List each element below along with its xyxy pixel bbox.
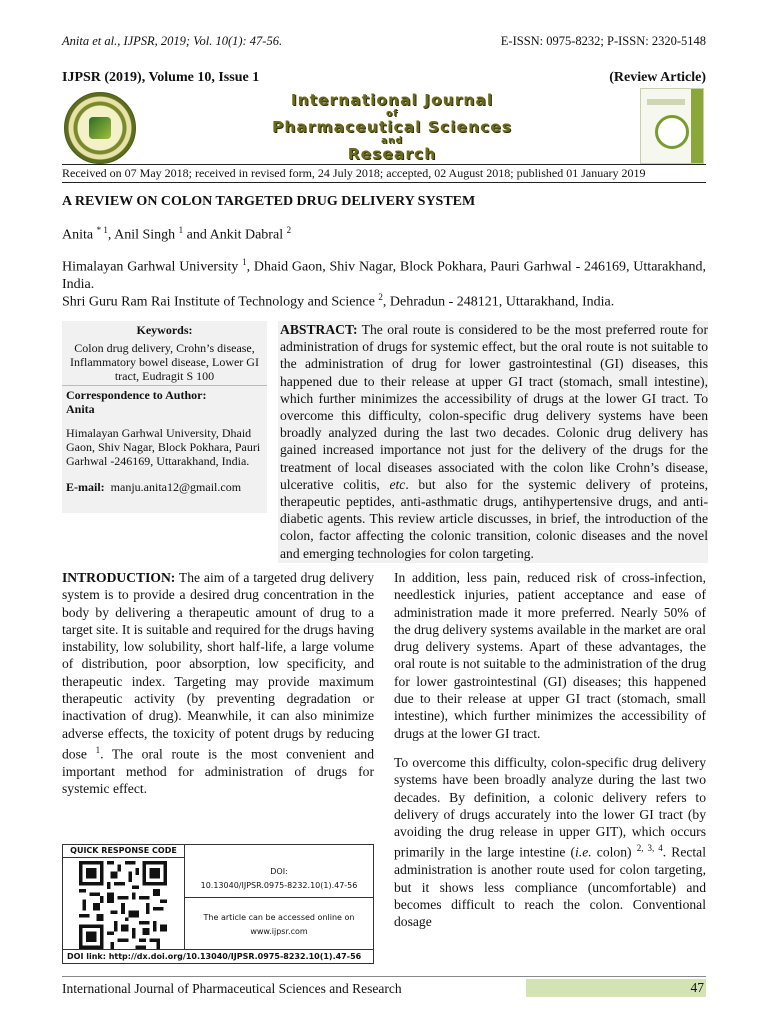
qr-code-icon[interactable] bbox=[77, 861, 169, 949]
journal-banner-title: International Journal of Pharmaceutical Sciences and Research bbox=[271, 91, 513, 163]
keywords-sidebar bbox=[62, 321, 267, 513]
journal-issue: IJPSR (2019), Volume 10, Issue 1 bbox=[62, 70, 260, 85]
journal-seal-logo bbox=[64, 92, 136, 164]
quick-response-box bbox=[62, 844, 374, 964]
website-link[interactable]: www.ijpsr.com bbox=[250, 927, 308, 936]
column-right bbox=[394, 569, 706, 942]
keywords-list: Colon drug delivery, Crohn’s disease, Inflammatory bowel disease, Lower GI tract, Eudragit S 100 bbox=[70, 341, 259, 383]
correspondence-email: E-mail: manju.anita12@gmail.com bbox=[66, 480, 242, 494]
journal-cover-thumbnail bbox=[640, 88, 704, 164]
author-list: Anita $^{* 1}$, Anil Singh $^1$ and Ankit Dabral $^2$ bbox=[62, 225, 292, 243]
correspondence-address: Himalayan Garhwal University, Dhaid Gaon, Shiv Nagar, Block Pokhara, Pauri Garhwal -246169, Uttarakhand, India. bbox=[66, 426, 261, 468]
affiliation-2: Shri Guru Ram Rai Institute of Technology and Science $^2$, Dehradun - 248121, Uttarakhand, India. bbox=[62, 292, 615, 310]
correspondence-name: Anita bbox=[66, 402, 95, 416]
header-rule bbox=[62, 164, 706, 165]
doi-value[interactable]: 10.13040/IJPSR.0975-8232.10(1).47-56 bbox=[200, 881, 358, 890]
page-number: 47 bbox=[526, 979, 706, 997]
affiliation-1: Himalayan Garhwal University $^1$, Dhaid Gaon, Shiv Nagar, Block Pokhara, Pauri Garhwal - 246169, Uttarakhand, India. bbox=[62, 257, 707, 292]
correspondence-heading: Correspondence to Author: bbox=[62, 385, 267, 402]
access-block: The article can be accessed online on www.ijpsr.com bbox=[185, 911, 373, 939]
intro-paragraph-2: In addition, less pain, reduced risk of cross-infection, needlestick injuries, patient acceptance and ease of administration made it more preferred. Nearly 50% of the drug delivery systems available in the market are oral drug delivery systems. Apart of these advantages, the oral route is not suitable to the administration of the drug for lower gastrointestinal (GI) diseases; this happened due to their release at upper GI tract (stomach, small intestine), which further minimizes the accessibility of drugs at the lower GI tract. bbox=[394, 570, 706, 741]
received-rule bbox=[62, 182, 706, 183]
intro-paragraph-1: INTRODUCTION: The aim of a targeted drug delivery system is to provide a desired drug concentration in the body by delivering a therapeutic amount of drug to a target site. It is suitable and required for the drugs having instability, low solubility, short half-life, a large volume of distribution, poor absorption, low specificity, and therapeutic index. Targeting may provide maximum therapeutic activity (by preventing degradation or inactivation of drug). Meanwhile, it can also minimize adverse effects, the toxicity of potent drugs by reducing dose $^1$. The oral route is the most convenient and important method for administration of drugs for systemic effect. bbox=[62, 570, 374, 797]
qr-heading: QUICK RESPONSE CODE bbox=[63, 845, 185, 858]
article-title: A REVIEW ON COLON TARGETED DRUG DELIVERY SYSTEM bbox=[62, 194, 476, 209]
issn-line: E-ISSN: 0975-8232; P-ISSN: 2320-5148 bbox=[500, 34, 706, 48]
intro-heading: INTRODUCTION: bbox=[62, 570, 176, 585]
email-link[interactable]: manju.anita12@gmail.com bbox=[110, 480, 242, 494]
article-type: (Review Article) bbox=[609, 70, 706, 85]
intro-paragraph-3: To overcome this difficulty, colon-specific drug delivery systems have been broadly analyze during the last two decades. By definition, a colonic delivery refers to delivery of drugs accurately into the lower GI tract (by avoiding the drug release in upper GIT), which occurs primarily in the large intestine (i.e. colon) $^{2, 3, 4}$. Rectal administration is another route used for colon targeting, but it shows less compliance (uncomfortable) and becomes difficult to reach the colon. Conventional dosage bbox=[394, 754, 706, 930]
column-left bbox=[62, 569, 374, 809]
journal-banner bbox=[62, 88, 706, 164]
abstract-label: ABSTRACT: bbox=[280, 322, 358, 337]
abstract-box: ABSTRACT: The oral route is considered to be the most preferred route for administration of drugs for systemic effect, but the oral route is not suitable to the administration of drug for lower gastrointestinal (GI) diseases, this happened due to their release at upper GI tract (stomach, small intestine), which further minimizes the accessibility of drugs at the lower GI tract. To overcome this difficulty, colon-specific drug delivery systems have been broadly analyzed during the last two decades. Colonic drug delivery has gained increased importance not just for the delivery of the drugs for the treatment of local diseases associated with the colon like Crohn’s disease, ulcerative colitis, etc. but also for the systemic delivery of proteins, therapeutic peptides, anti-asthmatic drugs, antihypertensive drugs, and anti-diabetic agents. This review article discusses, in brief, the introduction of the colon, factor affecting the colonic transition, colonic diseases and the novel and emerging technologies for colon targeting. bbox=[278, 321, 708, 563]
doi-block: DOI: 10.13040/IJPSR.0975-8232.10(1).47-56 bbox=[185, 857, 373, 893]
running-citation: Anita et al., IJPSR, 2019; Vol. 10(1): 47-56. bbox=[62, 34, 283, 48]
doi-link[interactable]: DOI link: http://dx.doi.org/10.13040/IJPSR.0975-8232.10(1).47-56 bbox=[67, 952, 362, 961]
footer-rule bbox=[62, 976, 706, 977]
keywords-heading: Keywords: bbox=[136, 323, 193, 337]
received-dates: Received on 07 May 2018; received in revised form, 24 July 2018; accepted, 02 August 2018; published 01 January 2019 bbox=[62, 166, 646, 180]
footer-journal-name: International Journal of Pharmaceutical Sciences and Research bbox=[62, 981, 402, 996]
